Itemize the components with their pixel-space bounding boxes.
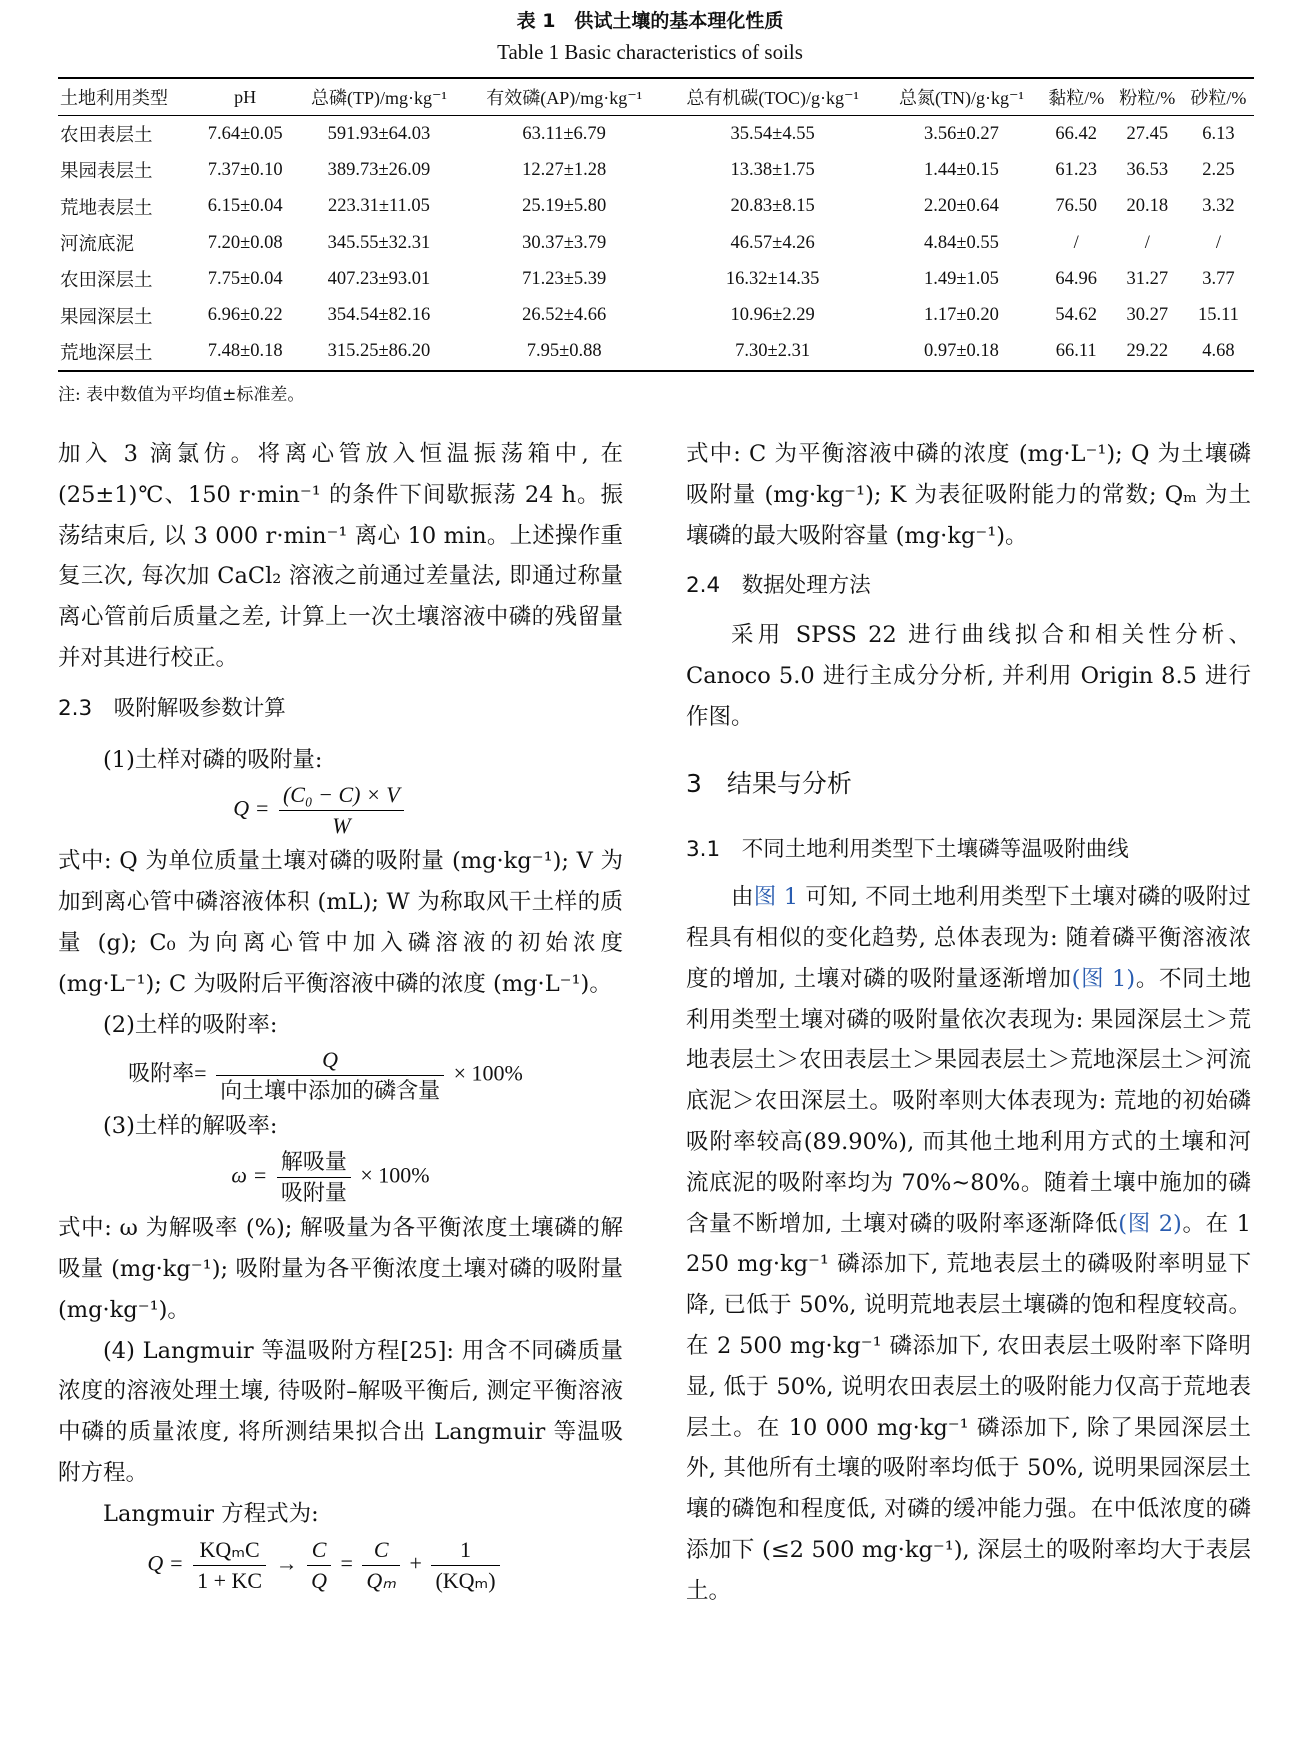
table-cell: 1.44±0.15 <box>923 159 999 180</box>
formula-label-2: (2)土样的吸附率: <box>103 1011 278 1038</box>
table-cell: 30.27 <box>1126 305 1169 326</box>
numerator: KQₘC <box>193 1535 266 1566</box>
table-row <box>58 334 1254 371</box>
formula-label-1: (1)土样对磷的吸附量: <box>103 746 323 773</box>
table-cell: 7.20±0.08 <box>207 232 283 253</box>
table-cell: / <box>1073 232 1079 253</box>
table-cell: 64.96 <box>1055 268 1098 289</box>
formula-lhs: Q = <box>147 1550 184 1576</box>
numerator: 解吸量 <box>277 1147 351 1178</box>
table-cell: 果园表层土 <box>60 162 153 183</box>
column-header: 有效磷(AP)/mg·kg⁻¹ <box>486 88 643 108</box>
table-cell: 31.27 <box>1126 268 1169 289</box>
table-header-row <box>58 78 1254 116</box>
table-cell: 35.54±4.55 <box>730 123 815 144</box>
formula-lhs: Q = <box>233 795 270 821</box>
paragraph: 加入 3 滴氯仿。将离心管放入恒温振荡箱中, 在(25±1)℃、150 r·min⁻¹ 的条件下间歇振荡 24 h。振荡结束后, 以 3 000 r·min⁻¹ 离心 10 min。上述操作重复三次, 每次加 CaCl₂ 溶液之前通过差量法, 即通过称量离心管前后质量之差, 计算上一次土壤溶液中磷的残留量并对其进行校正。 <box>58 441 623 671</box>
formula-label-3: (3)土样的解吸率: <box>103 1113 278 1140</box>
table-cell: 36.53 <box>1126 159 1169 180</box>
table-cell: 61.23 <box>1055 159 1098 180</box>
column-header: 砂粒/% <box>1190 88 1247 108</box>
table-cell: 4.84±0.55 <box>923 232 999 253</box>
table-cell: 6.96±0.22 <box>207 305 283 326</box>
paragraph: 式中: Q 为单位质量土壤对磷的吸附量 (mg·kg⁻¹); V 为加到离心管中磷溶液体积 (mL); W 为称取风干土样的质量 (g); C₀ 为向离心管中加入磷溶液的初始浓度 (mg·L⁻¹); C 为吸附后平衡溶液中磷的浓度 (mg·L⁻¹)。 <box>58 848 623 997</box>
formula-desorption-rate <box>38 1147 623 1208</box>
table-cell: 591.93±64.03 <box>327 123 431 144</box>
numerator: C <box>307 1535 331 1566</box>
column-header: pH <box>234 86 257 107</box>
table-cell: 7.48±0.18 <box>207 341 283 362</box>
table-cell: 30.37±3.79 <box>522 232 607 253</box>
table-cell: 6.15±0.04 <box>207 196 283 217</box>
table-title-cn: 表 1 供试土壤的基本理化性质 <box>516 10 784 32</box>
section-heading-3-1: 3.1 不同土地利用类型下土壤磷等温吸附曲线 <box>686 837 1129 863</box>
formula-rhs: × 100% <box>453 1060 523 1086</box>
table-cell: 223.31±11.05 <box>327 196 430 217</box>
table-row <box>58 297 1254 333</box>
table-cell: 71.23±5.39 <box>522 268 607 289</box>
paragraph: 式中: ω 为解吸率 (%); 解吸量为各平衡浓度土壤磷的解吸量 (mg·kg⁻¹); 吸附量为各平衡浓度土壤对磷的吸附量 (mg·kg⁻¹)。 <box>58 1215 623 1323</box>
fraction <box>279 780 404 841</box>
formula-langmuir <box>28 1535 623 1596</box>
column-header: 粉粒/% <box>1119 88 1176 108</box>
paragraph <box>686 877 1251 1611</box>
table-cell: 1.49±1.05 <box>923 268 999 289</box>
formula-label-langmuir: Langmuir 方程式为: <box>103 1500 319 1527</box>
fraction <box>277 1147 351 1208</box>
text-run: 由 <box>731 884 754 911</box>
table-cell: 407.23±93.01 <box>327 268 431 289</box>
table-note: 注: 表中数值为平均值±标准差。 <box>58 385 305 405</box>
table-row <box>58 261 1254 297</box>
table-cell: 1.17±0.20 <box>923 305 999 326</box>
table-cell: 354.54±82.16 <box>327 305 431 326</box>
soil-characteristics-table <box>58 77 1254 372</box>
table-cell: 农田深层土 <box>60 271 153 292</box>
table-cell: 66.11 <box>1055 341 1097 362</box>
numerator: Q <box>216 1045 444 1076</box>
column-header: 总磷(TP)/mg·kg⁻¹ <box>311 88 447 108</box>
numerator: 1 <box>431 1535 499 1566</box>
section-heading-2-3: 2.3 吸附解吸参数计算 <box>58 695 286 721</box>
denominator: Q <box>311 1567 327 1593</box>
equals: = <box>340 1550 353 1576</box>
denominator: 吸附量 <box>280 1180 347 1206</box>
table-cell: 2.20±0.64 <box>923 196 999 217</box>
fraction <box>193 1535 266 1596</box>
fraction <box>362 1535 400 1596</box>
table-cell: 16.32±14.35 <box>725 268 820 289</box>
table-row <box>58 225 1254 261</box>
table-cell: 3.77 <box>1202 268 1235 289</box>
formula-lhs: ω = <box>231 1162 268 1188</box>
fraction <box>216 1045 444 1106</box>
table-cell: 13.38±1.75 <box>730 159 815 180</box>
figure-link[interactable]: (图 2) <box>1118 1210 1182 1237</box>
table-cell: / <box>1215 232 1221 253</box>
text-run: 。在 1 250 mg·kg⁻¹ 磷添加下, 荒地表层土的磷吸附率明显下降, 已低于 50%, 说明荒地表层土壤磷的饱和程度较高。在 2 500 mg·kg⁻¹ 磷添加下, 农田表层土吸附率下降明显, 低于 50%, 说明农田表层土的吸附能力仅高于荒地表层土。在 10 000 mg·kg⁻¹ 磷添加下, 除了果园深层土外, 其他所有土壤的吸附率均低于 50%, 说明果园深层土壤的磷饱和程度低, 对磷的缓冲能力强。在中低浓度的磷添加下 (≤2 500 mg·kg⁻¹), 深层土的吸附率均大于表层土。 <box>686 1210 1252 1604</box>
table-title-en: Table 1 Basic characteristics of soils <box>497 40 803 64</box>
formula-adsorption <box>18 780 623 841</box>
table-cell: 2.25 <box>1202 159 1235 180</box>
table-cell: 河流底泥 <box>60 235 135 256</box>
table-cell: / <box>1144 232 1150 253</box>
table-cell: 25.19±5.80 <box>522 196 607 217</box>
table-cell: 农田表层土 <box>60 126 153 147</box>
table-cell: 3.56±0.27 <box>923 123 999 144</box>
column-header: 黏粒/% <box>1048 88 1105 108</box>
text-run: 。不同土地利用类型土壤对磷的吸附量依次表现为: 果园深层土＞荒地表层土＞农田表层土＞果园表层土＞荒地深层土＞河流底泥＞农田深层土。吸附率则大体表现为: 荒地的初始磷吸附率较高(89.90%), 而其他土地利用方式的土壤和河流底泥的吸附率均为 70%~80%。随着土壤中施加的磷含量不断增加, 土壤对磷的吸附率逐渐降低 <box>686 965 1251 1237</box>
right-column <box>686 434 1251 1612</box>
table-cell: 4.68 <box>1202 341 1235 362</box>
numerator: (C₀ − C) × V <box>279 780 404 811</box>
table-cell: 荒地表层土 <box>60 198 153 219</box>
formula-rhs: × 100% <box>360 1162 430 1188</box>
table-row <box>58 152 1254 188</box>
formula-adsorption-rate <box>28 1045 623 1106</box>
table-cell: 20.83±8.15 <box>730 196 815 217</box>
table-cell: 20.18 <box>1126 196 1169 217</box>
table-cell: 6.13 <box>1202 123 1235 144</box>
table-cell: 27.45 <box>1126 123 1169 144</box>
table-cell: 389.73±26.09 <box>327 159 431 180</box>
table-cell: 26.52±4.66 <box>522 305 607 326</box>
table-cell: 66.42 <box>1055 123 1098 144</box>
table-cell: 54.62 <box>1055 305 1098 326</box>
denominator: (KQₘ) <box>435 1567 496 1593</box>
column-header: 总有机碳(TOC)/g·kg⁻¹ <box>686 88 859 108</box>
table-cell: 63.11±6.79 <box>522 123 606 144</box>
section-heading-2-4: 2.4 数据处理方法 <box>686 573 871 599</box>
section-heading-3: 3 结果与分析 <box>686 768 852 798</box>
table-cell: 29.22 <box>1126 341 1169 362</box>
fraction <box>307 1535 331 1596</box>
denominator: 向土壤中添加的磷含量 <box>220 1078 441 1104</box>
paragraph: 式中: C 为平衡溶液中磷的浓度 (mg·L⁻¹); Q 为土壤磷吸附量 (mg·kg⁻¹); K 为表征吸附能力的常数; Qₘ 为土壤磷的最大吸附容量 (mg·kg⁻¹)。 <box>686 441 1251 549</box>
table-cell: 7.75±0.04 <box>207 268 283 289</box>
formula-lhs: 吸附率= <box>128 1060 207 1086</box>
plus: + <box>409 1550 422 1576</box>
denominator: Qₘ <box>366 1567 397 1593</box>
text-run: 可知, 不同土地利用类型下土壤对磷的吸附过程具有相似的变化趋势, 总体表现为: 随着磷平衡溶液浓度的增加, 土壤对磷的吸附量逐渐增加 <box>686 884 1251 992</box>
table-cell: 果园深层土 <box>60 307 153 328</box>
numerator: C <box>362 1535 400 1566</box>
denominator: W <box>332 813 351 839</box>
table-cell: 76.50 <box>1055 196 1098 217</box>
table-cell: 3.32 <box>1202 196 1235 217</box>
table-cell: 7.30±2.31 <box>735 341 811 362</box>
table-row <box>58 189 1254 225</box>
table-cell: 12.27±1.28 <box>522 159 607 180</box>
table-body <box>58 116 1254 372</box>
arrow: → <box>275 1550 298 1576</box>
paragraph: 采用 SPSS 22 进行曲线拟合和相关性分析、Canoco 5.0 进行主成分分析, 并利用 Origin 8.5 进行作图。 <box>686 622 1251 730</box>
table-cell: 15.11 <box>1197 305 1239 326</box>
table-cell: 7.64±0.05 <box>207 123 283 144</box>
paragraph: (4) Langmuir 等温吸附方程[25]: 用含不同磷质量浓度的溶液处理土壤, 待吸附–解吸平衡后, 测定平衡溶液中磷的质量浓度, 将所测结果拟合出 Langmuir 等温吸附方程。 <box>58 1337 623 1486</box>
table-cell: 10.96±2.29 <box>730 305 815 326</box>
figure-link[interactable]: (图 1) <box>1071 965 1136 992</box>
table-cell: 7.37±0.10 <box>207 159 283 180</box>
figure-link[interactable]: 图 1 <box>753 884 799 911</box>
column-header: 土地利用类型 <box>60 88 168 108</box>
table-cell: 315.25±86.20 <box>327 341 431 362</box>
table-cell: 345.55±32.31 <box>327 232 431 253</box>
column-header: 总氮(TN)/g·kg⁻¹ <box>898 88 1024 108</box>
denominator: 1 + KC <box>197 1567 263 1593</box>
table-cell: 46.57±4.26 <box>730 232 815 253</box>
table-cell: 7.95±0.88 <box>526 341 602 362</box>
left-column <box>58 434 623 1596</box>
table-cell: 0.97±0.18 <box>923 341 999 362</box>
table-row <box>58 116 1254 153</box>
table-cell: 荒地深层土 <box>60 343 153 364</box>
fraction <box>431 1535 499 1596</box>
